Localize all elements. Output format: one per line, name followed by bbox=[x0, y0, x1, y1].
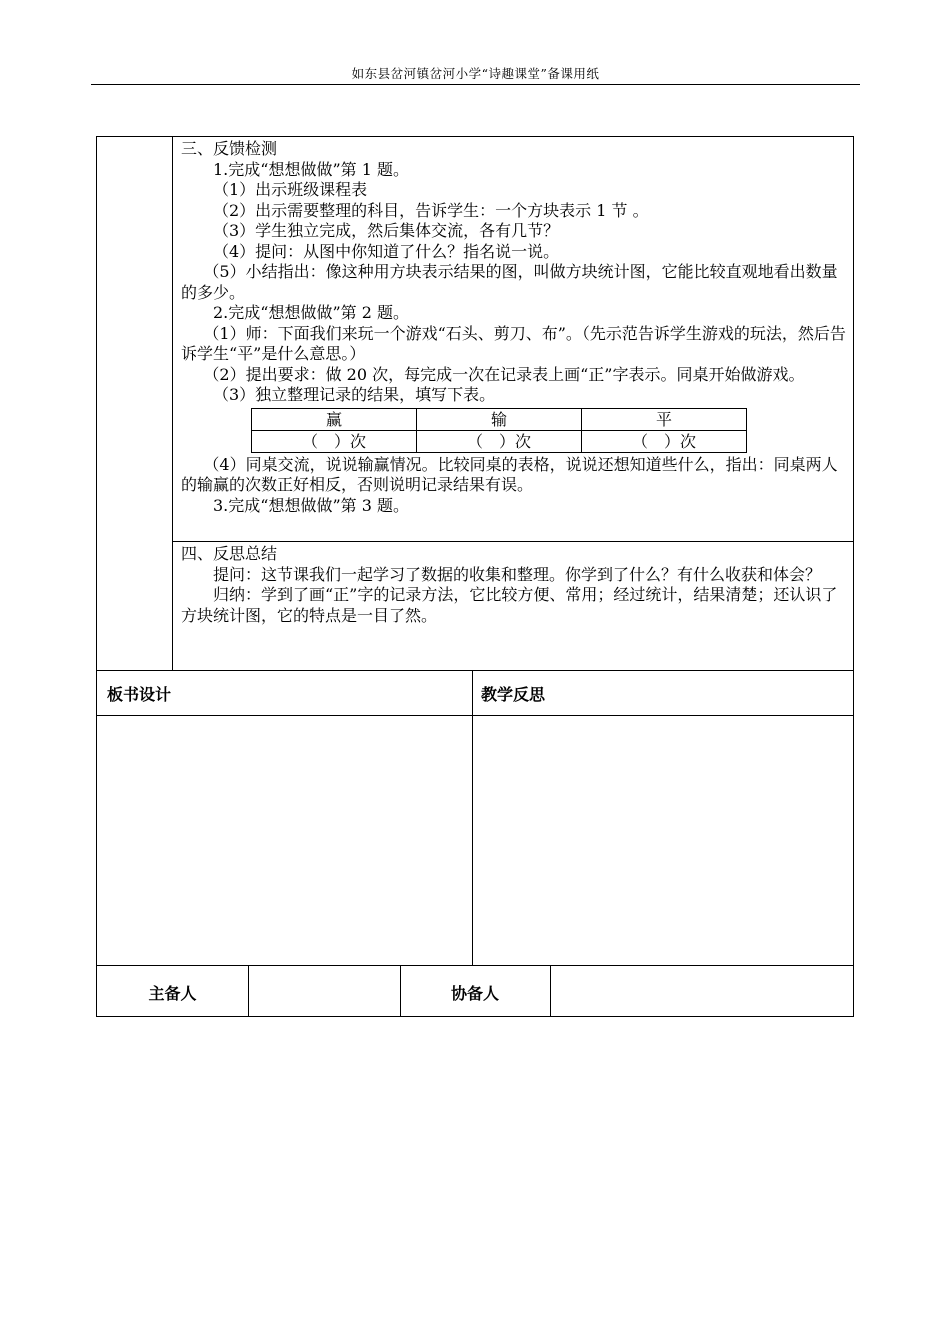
section-title: 四、反思总结 bbox=[181, 544, 278, 563]
signature-col-3 bbox=[550, 965, 551, 1016]
signature-divider bbox=[97, 965, 853, 966]
page-header: 如东县岔河镇岔河小学“诗趣课堂”备课用纸 bbox=[91, 64, 860, 85]
record-header-tie: 平 bbox=[582, 408, 747, 430]
item-line: （2）提出要求：做 20 次，每完成一次在记录表上画“正”字表示。同桌开始做游戏。 bbox=[203, 364, 805, 384]
record-header-lose: 输 bbox=[417, 408, 582, 430]
item-line: （3）独立整理记录的结果，填写下表。 bbox=[213, 385, 496, 404]
section-reflection-summary bbox=[181, 544, 849, 626]
lesson-plan-table bbox=[96, 136, 854, 1017]
game-record-table bbox=[251, 408, 747, 453]
record-header-win: 赢 bbox=[252, 408, 417, 430]
section-title: 三、反馈检测 bbox=[181, 139, 278, 158]
footer-label-divider bbox=[97, 715, 853, 716]
item-line: 2.完成“想想做做”第 2 题。 bbox=[213, 303, 409, 322]
main-preparer-label: 主备人 bbox=[148, 984, 197, 1003]
footer-middle-divider bbox=[472, 670, 473, 965]
item-line: 1.完成“想想做做”第 1 题。 bbox=[213, 159, 409, 179]
section-divider bbox=[172, 541, 853, 542]
item-line: （1）出示班级课程表 bbox=[213, 180, 368, 199]
co-preparer-label: 协备人 bbox=[450, 984, 499, 1003]
record-value-win: （ ）次 bbox=[252, 430, 417, 452]
item-line: （2）出示需要整理的科目，告诉学生：一个方块表示 1 节 。 bbox=[213, 200, 649, 220]
signature-col-1 bbox=[248, 965, 249, 1016]
item-line: 归纳：学到了画“正”字的记录方法，它比较方便、常用；经过统计，结果清楚；还认识了方块统计图，它的特点是一目了然。 bbox=[181, 585, 838, 625]
record-value-tie: （ ）次 bbox=[582, 430, 747, 452]
item-line: （5）小结指出：像这种用方块表示结果的图，叫做方块统计图，它能比较直观地看出数量的多少。 bbox=[181, 262, 838, 302]
section-feedback bbox=[181, 139, 849, 516]
record-value-lose: （ ）次 bbox=[417, 430, 582, 452]
teaching-reflection-label: 教学反思 bbox=[481, 685, 546, 704]
item-line: （1）师：下面我们来玩一个游戏“石头、剪刀、布”。（先示范告诉学生游戏的玩法，然后告诉学生“平”是什么意思。） bbox=[181, 323, 846, 363]
item-line: 提问：这节课我们一起学习了数据的收集和整理。你学到了什么？有什么收获和体会？ bbox=[213, 564, 822, 584]
item-line: （4）同桌交流，说说输赢情况。比较同桌的表格，说说还想知道些什么，指出：同桌两人的输赢的次数正好相反，否则说明记录结果有误。 bbox=[181, 454, 838, 494]
footer-top-divider bbox=[97, 670, 853, 671]
item-line: （4）提问：从图中你知道了什么？指名说一说。 bbox=[213, 241, 560, 261]
left-column-divider bbox=[172, 137, 173, 670]
item-line: （3）学生独立完成，然后集体交流，各有几节？ bbox=[213, 221, 560, 240]
board-design-label: 板书设计 bbox=[107, 685, 172, 704]
item-line: 3.完成“想想做做”第 3 题。 bbox=[213, 495, 409, 515]
